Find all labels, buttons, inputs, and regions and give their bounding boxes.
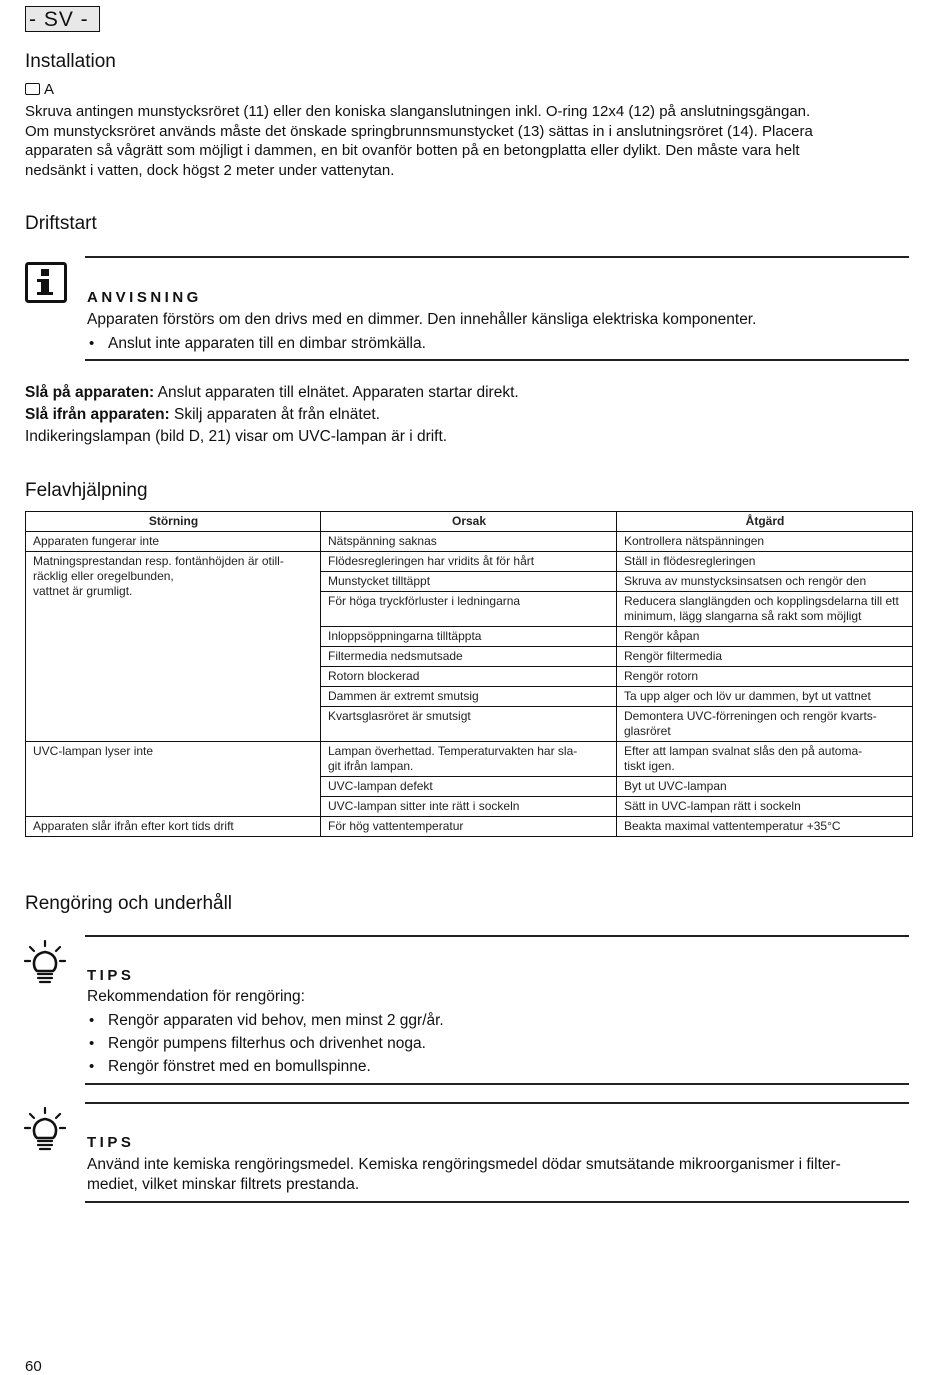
remedy-cell: Byt ut UVC-lampan — [617, 777, 913, 797]
notice-bullet-list — [87, 332, 887, 355]
cause-cell: Lampan överhettad. Temperaturvakten har sla- git ifrån lampan. — [321, 742, 617, 777]
cause-cell: För höga tryckförluster i ledningarna — [321, 592, 617, 627]
tips2-bottom-rule — [85, 1201, 909, 1203]
installation-line: apparaten så vågrätt som möjligt i dammen, en bit ovanför botten på en betongplatta eller dylikt. Den måste vara helt — [25, 142, 800, 159]
remedy-cell: Kontrollera nätspänningen — [617, 532, 913, 552]
cause-cell: Flödesregleringen har vridits åt för hårt — [321, 552, 617, 572]
driftstart-heading: Driftstart — [25, 213, 97, 234]
notice-text: Apparaten förstörs om den drivs med en dimmer. Den innehåller känsliga elektriska komponenter. — [87, 311, 757, 328]
book-icon — [25, 83, 40, 95]
cause-cell: För hög vattentemperatur — [321, 817, 617, 837]
fault-cell: UVC-lampan lyser inte — [26, 742, 321, 817]
remedy-cell: Sätt in UVC-lampan rätt i sockeln — [617, 797, 913, 817]
cause-cell: Filtermedia nedsmutsade — [321, 647, 617, 667]
remedy-cell: Demontera UVC-förreningen och rengör kvarts- glasröret — [617, 707, 913, 742]
notice-bullet: • Anslut inte apparaten till en dimbar strömkälla. — [87, 332, 887, 355]
cause-cell: Dammen är extremt smutsig — [321, 687, 617, 707]
troubleshooting-table — [25, 511, 913, 837]
table-row — [26, 552, 913, 572]
tips1-bottom-rule — [85, 1083, 909, 1085]
tips2-title: TIPS — [87, 1134, 135, 1151]
tips1-bullet: • Rengör apparaten vid behov, men minst 2 ggr/år. — [87, 1009, 887, 1032]
table-header-row — [26, 512, 913, 532]
notice-title: ANVISNING — [87, 289, 202, 306]
cause-cell: Inloppsöppningarna tilltäppta — [321, 627, 617, 647]
column-header: Åtgärd — [617, 512, 913, 532]
cause-cell: UVC-lampan sitter inte rätt i sockeln — [321, 797, 617, 817]
figure-reference — [25, 81, 54, 99]
column-header: Störning — [26, 512, 321, 532]
installation-line: nedsänkt i vatten, dock högst 2 meter under vattenytan. — [25, 161, 395, 179]
switch-on-label: Slå på apparaten: — [25, 384, 155, 401]
troubleshooting-heading: Felavhjälpning — [25, 480, 148, 501]
indicator-line: Indikeringslampan (bild D, 21) visar om UVC-lampan är i drift. — [25, 428, 448, 445]
remedy-cell: Reducera slanglängden och kopplingsdelarna till ett minimum, lägg slangarna så rakt som möjligt — [617, 592, 913, 627]
tips1-bullet-list — [87, 1009, 887, 1078]
tips2-line: mediet, vilket minskar filtrets prestanda. — [87, 1176, 360, 1193]
page-number: 60 — [25, 1358, 42, 1375]
installation-line: Om munstycksröret används måste det önskade springbrunnsmunstycket (13) sättas in i anslutningsröret (14). Placera — [25, 122, 813, 140]
cause-cell: Kvartsglasröret är smutsigt — [321, 707, 617, 742]
remedy-cell: Beakta maximal vattentemperatur +35°C — [617, 817, 913, 837]
remedy-cell: Rengör rotorn — [617, 667, 913, 687]
tips2-line: Använd inte kemiska rengöringsmedel. Kemiska rengöringsmedel dödar smutsätande mikroorganismer i filter- — [87, 1156, 841, 1173]
switch-off-label: Slå ifrån apparaten: — [25, 406, 170, 423]
lightbulb-icon — [24, 940, 66, 984]
remedy-cell: Rengör filtermedia — [617, 647, 913, 667]
installation-text — [25, 102, 925, 180]
installation-line: Skruva antingen munstycksröret (11) eller den koniska slanganslutningen inkl. O-ring 12x4 (12) på anslutningsgängan. — [25, 103, 811, 120]
info-icon — [25, 262, 67, 303]
remedy-cell: Efter att lampan svalnat slås den på automa- tiskt igen. — [617, 742, 913, 777]
switch-on-line — [25, 382, 925, 404]
table-row — [26, 817, 913, 837]
notice-top-rule — [85, 256, 909, 258]
language-tag: - SV - — [25, 6, 100, 32]
tips2-text — [87, 1155, 917, 1195]
tips1-intro: Rekommendation för rengöring: — [87, 988, 305, 1005]
fault-cell: Apparaten slår ifrån efter kort tids drift — [26, 817, 321, 837]
switch-off-line — [25, 404, 925, 426]
remedy-cell: Ta upp alger och löv ur dammen, byt ut vattnet — [617, 687, 913, 707]
tips1-title: TIPS — [87, 967, 135, 984]
figure-ref-label: A — [44, 81, 55, 98]
troubleshooting-table-wrap — [25, 511, 913, 837]
switch-off-text: Skilj apparaten åt från elnätet. — [169, 406, 380, 423]
switch-on-text: Anslut apparaten till elnätet. Apparaten startar direkt. — [154, 384, 519, 401]
tips2-top-rule — [85, 1102, 909, 1104]
installation-heading: Installation — [25, 51, 116, 72]
cause-cell: Nätspänning saknas — [321, 532, 617, 552]
tips1-bullet: • Rengör fönstret med en bomullspinne. — [87, 1055, 887, 1078]
cause-cell: Munstycket tilltäppt — [321, 572, 617, 592]
lightbulb-icon — [24, 1107, 66, 1151]
remedy-cell: Skruva av munstycksinsatsen och rengör den — [617, 572, 913, 592]
fault-cell: Apparaten fungerar inte — [26, 532, 321, 552]
fault-cell: Matningsprestandan resp. fontänhöjden är otill- räcklig eller oregelbunden, vattnet är grumligt. — [26, 552, 321, 742]
remedy-cell: Rengör kåpan — [617, 627, 913, 647]
table-row — [26, 742, 913, 777]
tips1-top-rule — [85, 935, 909, 937]
cause-cell: Rotorn blockerad — [321, 667, 617, 687]
operation-block — [25, 382, 925, 448]
remedy-cell: Ställ in flödesregleringen — [617, 552, 913, 572]
cleaning-heading: Rengöring och underhåll — [25, 893, 233, 914]
column-header: Orsak — [321, 512, 617, 532]
tips1-bullet: • Rengör pumpens filterhus och drivenhet noga. — [87, 1032, 887, 1055]
table-row — [26, 532, 913, 552]
notice-bottom-rule — [85, 359, 909, 361]
cause-cell: UVC-lampan defekt — [321, 777, 617, 797]
